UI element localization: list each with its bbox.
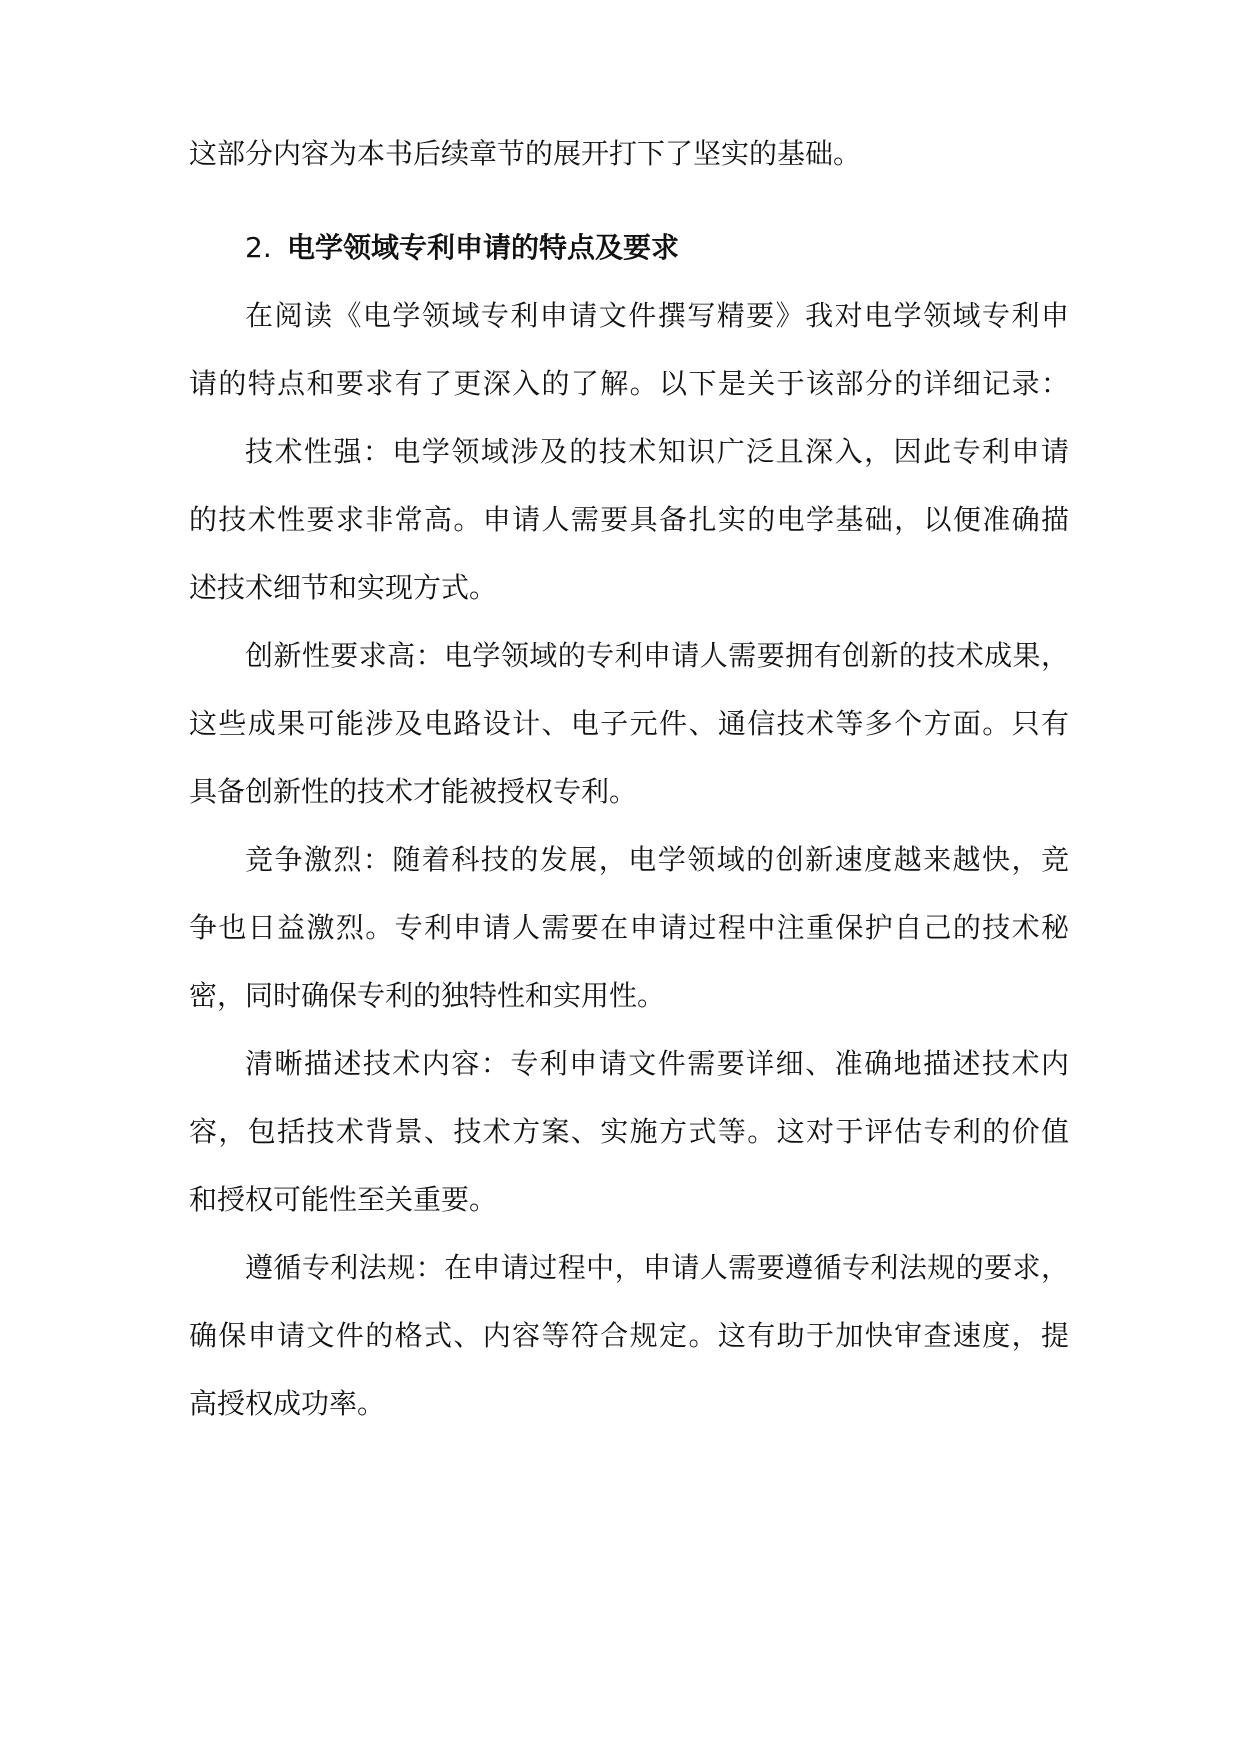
paragraph-line: 在阅读《电学领域专利申请文件撰写精要》我对电学领域专利申 — [245, 299, 1069, 332]
paragraph-line: 遵循专利法规：在申请过程中，申请人需要遵循专利法规的要求， — [245, 1251, 1069, 1284]
paragraph-line: 清晰描述技术内容：专利申请文件需要详细、准确地描述技术内 — [245, 1047, 1069, 1080]
paragraph-line: 高授权成功率。 — [189, 1387, 386, 1420]
paragraph-line: 密，同时确保专利的独特性和实用性。 — [189, 979, 666, 1012]
paragraph-line: 竞争激烈：随着科技的发展，电学领域的创新速度越来越快，竞 — [245, 843, 1069, 876]
paragraph-line: 技术性强：电学领域涉及的技术知识广泛且深入，因此专利申请 — [245, 435, 1069, 468]
paragraph-line: 和授权可能性至关重要。 — [189, 1183, 498, 1216]
paragraph-line: 争也日益激烈。专利申请人需要在申请过程中注重保护自己的技术秘 — [189, 911, 1069, 944]
paragraph-line: 确保申请文件的格式、内容等符合规定。这有助于加快审查速度，提 — [189, 1319, 1069, 1352]
continuation-text: 这部分内容为本书后续章节的展开打下了坚实的基础。 — [189, 137, 862, 170]
paragraph-line: 具备创新性的技术才能被授权专利。 — [189, 775, 638, 808]
section-title: 电学领域专利申请的特点及要求 — [287, 231, 680, 264]
paragraph-line: 请的特点和要求有了更深入的了解。以下是关于该部分的详细记录： — [189, 367, 1069, 400]
section-number: 2. — [245, 231, 272, 264]
paragraph-line: 创新性要求高：电学领域的专利申请人需要拥有创新的技术成果， — [245, 639, 1069, 672]
paragraph-line: 容，包括技术背景、技术方案、实施方式等。这对于评估专利的价值 — [189, 1115, 1069, 1148]
section-heading — [245, 224, 1125, 272]
paragraph-line: 这些成果可能涉及电路设计、电子元件、通信技术等多个方面。只有 — [189, 707, 1069, 740]
paragraph-line: 述技术细节和实现方式。 — [189, 571, 498, 604]
paragraph-line: 的技术性要求非常高。申请人需要具备扎实的电学基础，以便准确描 — [189, 503, 1069, 536]
